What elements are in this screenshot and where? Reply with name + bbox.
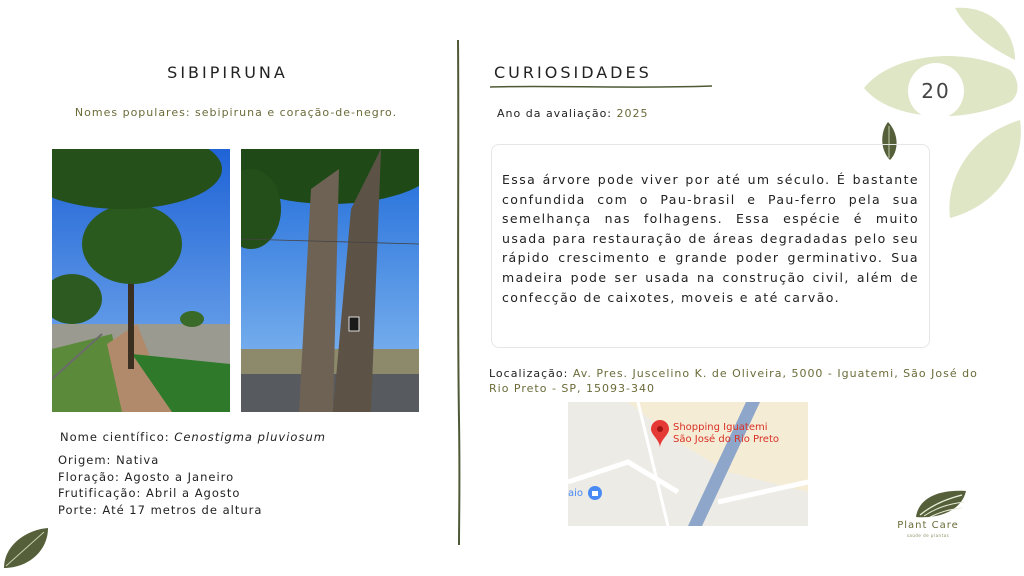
facts-list <box>58 452 262 518</box>
scientific-name <box>60 430 326 444</box>
curiosity-text: Essa árvore pode viver por até um século. É bastante confundida com o Pau-brasil e Pau-ferro pela sua semelhança nas folhagens. Essa espécie é muito usada para restauração de áreas degradadas pelo seu rápido crescimento e grande poder germinativo. Sua madeira pode ser usada na construção civil, além de confecção de caixotes, moveis e até carvão. <box>502 172 919 305</box>
year-label: Ano da avaliação: <box>497 107 613 120</box>
scientific-name-label: Nome científico: <box>60 430 170 444</box>
location-map[interactable] <box>568 402 808 526</box>
map-edge-text: aio <box>568 488 584 499</box>
map-place-line1: Shopping Iguatemi <box>673 422 768 433</box>
location-value: Av. Pres. Juscelino K. de Oliveira, 5000 - Iguatemi, São José do Rio Preto - SP, 15093-340 <box>489 367 978 395</box>
page-number: 20 <box>908 63 964 119</box>
fact-fruiting: Frutificação: Abril a Agosto <box>58 486 241 500</box>
leaf-icon <box>0 526 52 572</box>
brand-name: Plant Care <box>897 520 959 531</box>
fact-origin: Origem: Nativa <box>58 453 160 467</box>
tree-photo-street <box>52 149 230 412</box>
map-background <box>568 402 808 526</box>
map-place-line2: São José do Rio Preto <box>673 434 779 445</box>
location-label: Localização: <box>489 367 569 380</box>
brand-tagline: saúde de plantas <box>906 533 950 538</box>
evaluation-year <box>497 107 649 120</box>
location <box>489 366 979 396</box>
title-underline <box>490 84 712 90</box>
section-title: CURIOSIDADES <box>494 63 652 82</box>
scientific-name-value: Cenostigma pluviosum <box>174 430 326 444</box>
popular-names: Nomes populares: sebipiruna e coração-de-negro. <box>74 106 398 119</box>
fact-size: Porte: Até 17 metros de altura <box>58 502 263 517</box>
map-pin-icon <box>650 420 670 448</box>
fact-flowering: Floração: Agosto a Janeiro <box>58 469 235 484</box>
plant-care-logo-icon <box>912 487 970 519</box>
page-title: SIBIPIRUNA <box>167 63 288 82</box>
year-value: 2025 <box>616 107 649 120</box>
tree-photo-trunk <box>241 149 419 412</box>
